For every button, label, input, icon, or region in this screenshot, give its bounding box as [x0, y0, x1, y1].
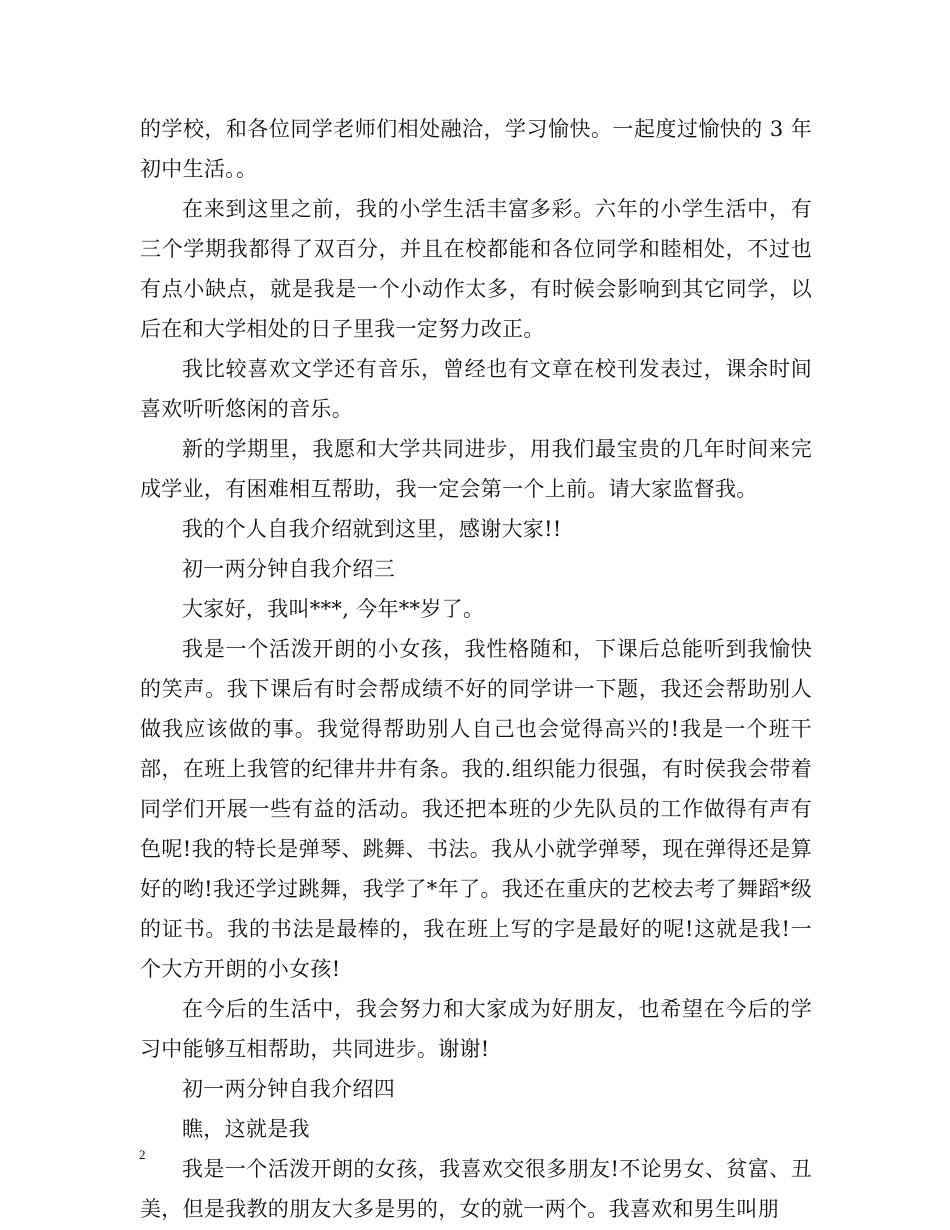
- paragraph-2: 在来到这里之前，我的小学生活丰富多彩。六年的小学生活中，有三个学期我都得了双百分，并且在校都能和各位同学和睦相处，不过也有点小缺点，就是我是一个小动作太多，有时候会影响到其它同学，以后在和大学相处的日子里我一定努力改正。: [140, 197, 812, 341]
- paragraph-4: 新的学期里，我愿和大学共同进步，用我们最宝贵的几年时间来完成学业，有困难相互帮助，我一定会第一个上前。请大家监督我。: [140, 437, 812, 501]
- page-number: 2: [139, 1147, 146, 1162]
- paragraph-9: 在今后的生活中，我会努力和大家成为好朋友，也希望在今后的学习中能够互相帮助，共同进步。谢谢!: [140, 997, 812, 1061]
- paragraph-11: 瞧，这就是我: [182, 1117, 310, 1141]
- document-body: [140, 109, 812, 1229]
- section-heading-3: 初一两分钟自我介绍三: [182, 557, 395, 581]
- paragraph-1: 的学校，和各位同学老师们相处融洽，学习愉快。一起度过愉快的 3 年初中生活。。: [140, 117, 812, 181]
- paragraph-3: 我比较喜欢文学还有音乐，曾经也有文章在校刊发表过，课余时间喜欢听听悠闲的音乐。: [140, 357, 812, 421]
- section-heading-4: 初一两分钟自我介绍四: [182, 1077, 395, 1101]
- paragraph-8: 我是一个活泼开朗的小女孩，我性格随和，下课后总能听到我愉快的笑声。我下课后有时会帮成绩不好的同学讲一下题，我还会帮助别人做我应该做的事。我觉得帮助别人自己也会觉得高兴的!我是一个班干部，在班上我管的纪律井井有条。我的.组织能力很强，有时侯我会带着同学们开展一些有益的活动。我还把本班的少先队员的工作做得有声有色呢!我的特长是弹琴、跳舞、书法。我从小就学弹琴，现在弹得还是算好的哟!我还学过跳舞，我学了*年了。我还在重庆的艺校去考了舞蹈*级的证书。我的书法是最棒的，我在班上写的字是最好的呢!这就是我!一个大方开朗的小女孩!: [140, 637, 812, 981]
- paragraph-12: 我是一个活泼开朗的女孩，我喜欢交很多朋友!不论男女、贫富、丑美，但是我教的朋友大多是男的，女的就一两个。我喜欢和男生叫朋: [140, 1157, 812, 1221]
- paragraph-5: 我的个人自我介绍就到这里，感谢大家!!: [182, 517, 562, 541]
- paragraph-7: 大家好，我叫***, 今年**岁了。: [182, 597, 485, 621]
